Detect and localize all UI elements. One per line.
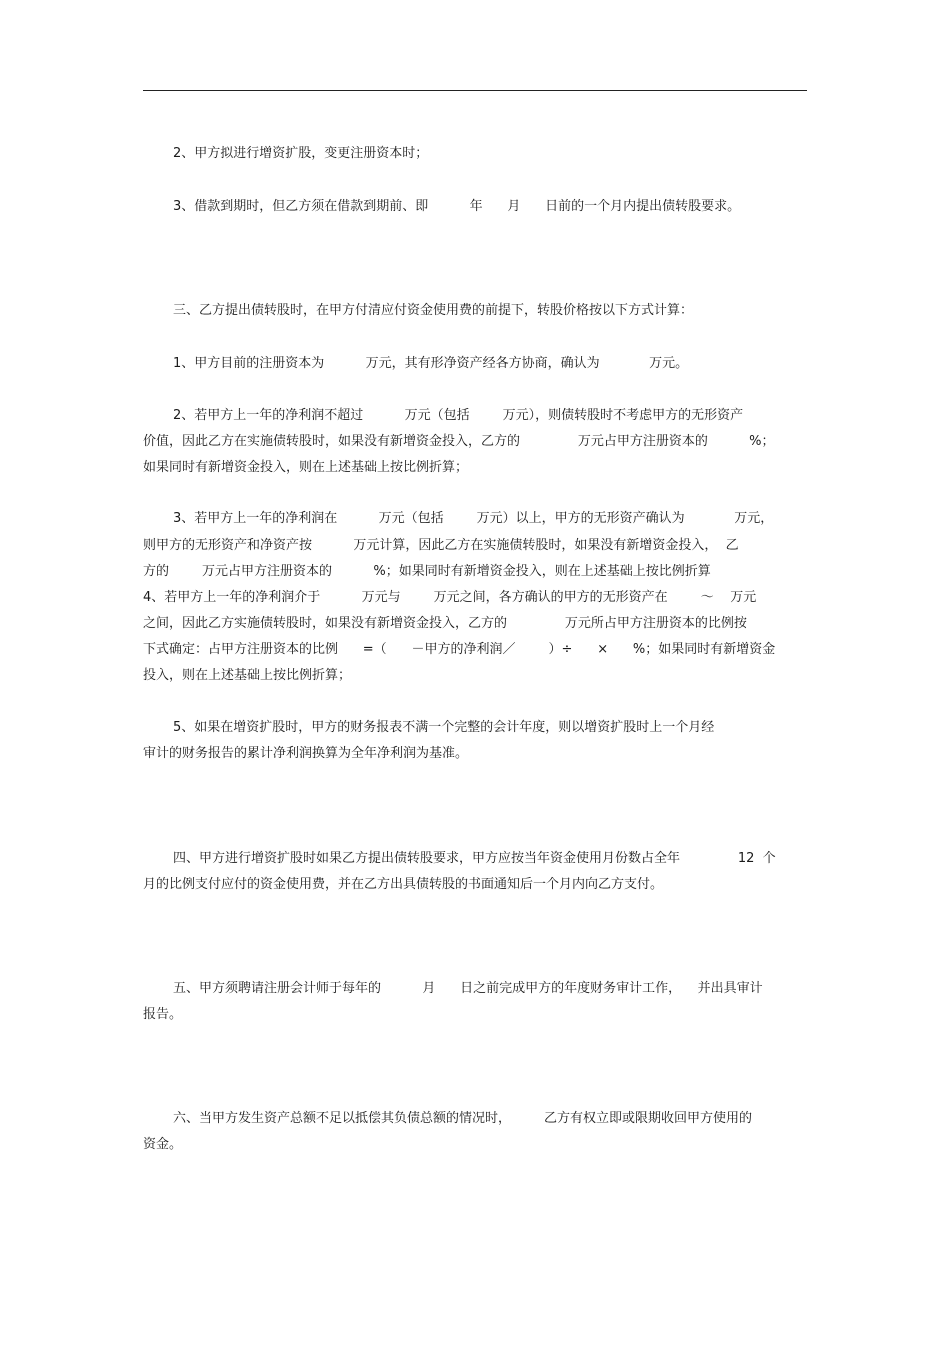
section-3-heading: 三、乙方提出债转股时，在甲方付清应付资金使用费的前提下，转股价格按以下方式计算： [173,303,694,318]
section-4-line-1: 四、甲方进行增资扩股时如果乙方提出债转股要求，甲方应按当年资金使用月份数占全年 12 个 [173,851,776,866]
section-3-item-4-line-2: 之间，因此乙方实施债转股时，如果没有新增资金投入，乙方的 万元所占甲方注册资本的比例按 [143,616,747,631]
section-3-item-5-line-2: 审计的财务报告的累计净利润换算为全年净利润为基准。 [143,746,469,761]
clause-3-line: 3、借款到期时，但乙方须在借款到期前、即 年 月 日前的一个月内提出债转股要求。 [173,199,741,214]
header-rule [143,90,807,91]
section-3-item-3-line-2: 则甲方的无形资产和净资产按 万元计算，因此乙方在实施债转股时，如果没有新增资金投入， 乙 [143,538,739,553]
section-3-item-4-line-3: 下式确定：占甲方注册资本的比例 =（ －甲方的净利润／ ）÷ × %；如果同时有新增资金 [143,642,776,657]
section-3-item-4-line-4: 投入，则在上述基础上按比例折算； [143,668,352,683]
section-3-item-3-line-1: 3、若甲方上一年的净利润在 万元（包括 万元）以上，甲方的无形资产确认为 万元， [173,511,774,526]
section-3-item-1: 1、甲方目前的注册资本为 万元，其有形净资产经各方协商，确认为 万元。 [173,356,689,371]
section-3-item-2-line-1: 2、若甲方上一年的净利润不超过 万元（包括 万元），则债转股时不考虑甲方的无形资产 [173,408,744,423]
section-6-line-1: 六、当甲方发生资产总额不足以抵偿其负债总额的情况时， 乙方有权立即或限期收回甲方使用的 [173,1111,753,1126]
section-3-item-3-line-3: 方的 万元占甲方注册资本的 %；如果同时有新增资金投入，则在上述基础上按比例折算 [143,564,711,579]
section-3-item-2-line-2: 价值，因此乙方在实施债转股时，如果没有新增资金投入，乙方的 万元占甲方注册资本的 %； [143,434,775,449]
section-6-line-2: 资金。 [143,1137,183,1152]
section-5-line-2: 报告。 [143,1007,183,1022]
clause-2-line: 2、甲方拟进行增资扩股，变更注册资本时； [173,146,429,161]
section-3-item-2-line-3: 如果同时有新增资金投入，则在上述基础上按比例折算； [143,460,469,475]
section-3-item-5-line-1: 5、如果在增资扩股时，甲方的财务报表不满一个完整的会计年度，则以增资扩股时上一个月经 [173,720,715,735]
section-5-line-1: 五、甲方须聘请注册会计师于每年的 月 日之前完成甲方的年度财务审计工作， 并出具审计 [173,981,763,996]
section-4-line-2: 月的比例支付应付的资金使用费，并在乙方出具债转股的书面通知后一个月内向乙方支付。 [143,877,664,892]
section-3-item-4-line-1: 4、若甲方上一年的净利润介于 万元与 万元之间，各方确认的甲方的无形资产在 ～ 万元 [143,590,757,605]
